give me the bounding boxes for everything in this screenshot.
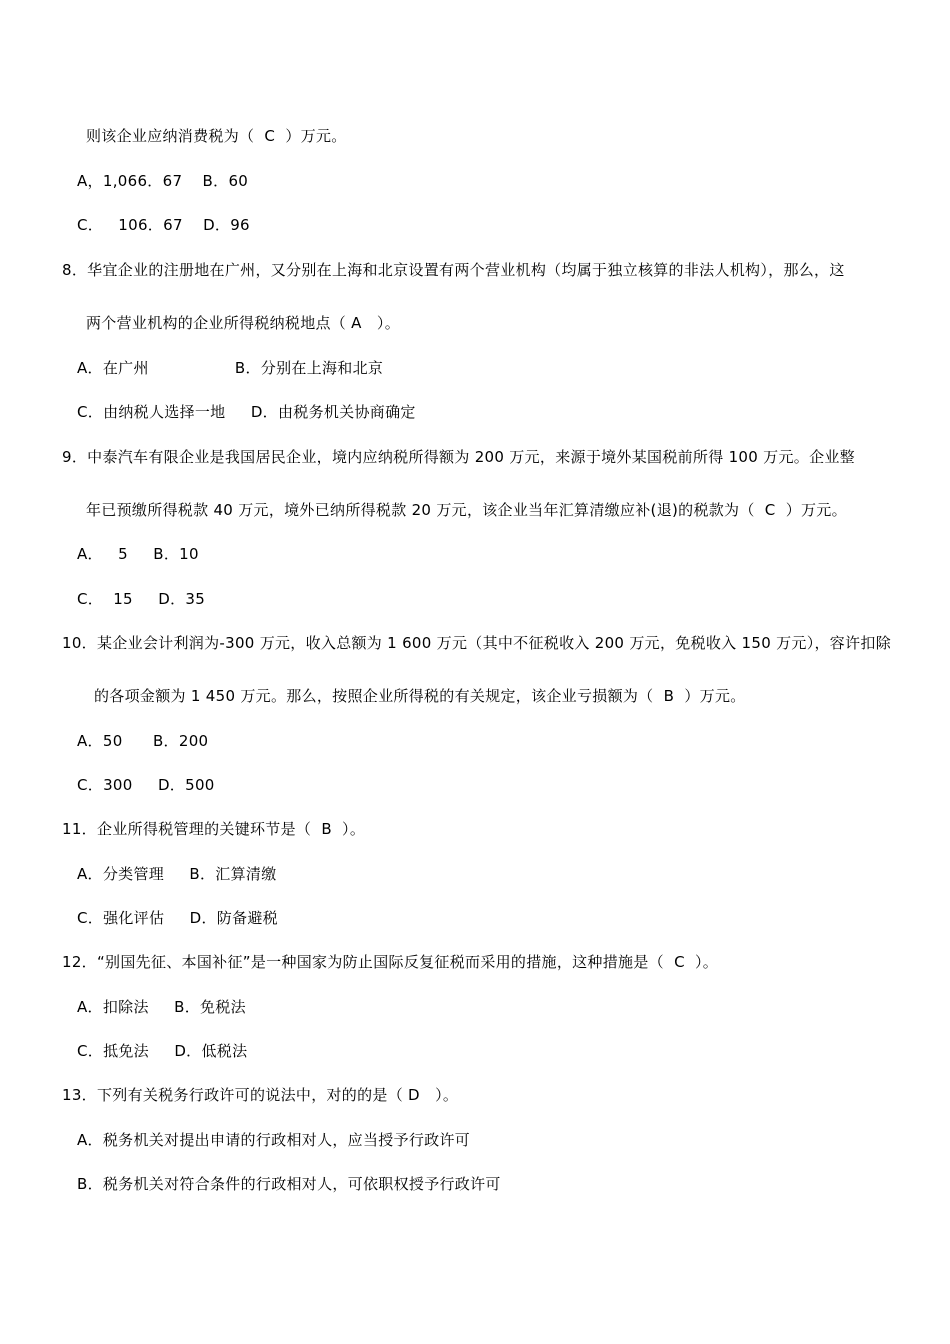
- q8-stem-line1: 8．华宜企业的注册地在广州，又分别在上海和北京设置有两个营业机构（均属于独立核算的非法人机构），那么，这: [62, 261, 845, 279]
- q7-options-ab: A，1,066．67 B．60: [77, 172, 249, 190]
- q12-stem: 12．“别国先征、本国补征”是一种国家为防止国际反复征税而采用的措施，这种措施是（ C ）。: [62, 953, 719, 971]
- q13-option-b: B．税务机关对符合条件的行政相对人，可依职权授予行政许可: [77, 1175, 501, 1193]
- q11-options-cd: C．强化评估 D．防备避税: [77, 909, 278, 927]
- q10-options-cd: C．300 D．500: [77, 776, 215, 794]
- q11-stem: 11．企业所得税管理的关键环节是（ B ）。: [62, 820, 366, 838]
- q11-options-ab: A．分类管理 B．汇算清缴: [77, 865, 277, 883]
- q9-stem-line1: 9．中泰汽车有限企业是我国居民企业，境内应纳税所得额为 200 万元，来源于境外某国税前所得 100 万元。企业整: [62, 448, 855, 466]
- q12-options-ab: A．扣除法 B．免税法: [77, 998, 246, 1016]
- q8-stem-line2: 两个营业机构的企业所得税纳税地点（ A ）。: [86, 314, 401, 332]
- q7-options-cd: C． 106．67 D．96: [77, 216, 250, 234]
- q9-options-cd: C． 15 D．35: [77, 590, 206, 608]
- q7-stem-tail: 则该企业应纳消费税为（ C ）万元。: [86, 127, 347, 145]
- q8-options-ab: A．在广州 B．分别在上海和北京: [77, 359, 384, 377]
- q8-options-cd: C．由纳税人选择一地 D．由税务机关协商确定: [77, 403, 416, 421]
- q12-options-cd: C．抵免法 D．低税法: [77, 1042, 248, 1060]
- q10-options-ab: A．50 B．200: [77, 732, 209, 750]
- q9-options-ab: A． 5 B．10: [77, 545, 199, 563]
- q9-stem-line2: 年已预缴所得税款 40 万元，境外已纳所得税款 20 万元，该企业当年汇算清缴应补(退)的税款为（ C ）万元。: [86, 501, 847, 519]
- q10-stem-line2: 的各项金额为 1 450 万元。那么，按照企业所得税的有关规定，该企业亏损额为（ B ）万元。: [94, 687, 746, 705]
- q13-option-a: A．税务机关对提出申请的行政相对人，应当授予行政许可: [77, 1131, 471, 1149]
- q13-stem: 13．下列有关税务行政许可的说法中，对的的是（ D ）。: [62, 1086, 459, 1104]
- q10-stem-line1: 10．某企业会计利润为-300 万元，收入总额为 1 600 万元（其中不征税收入 200 万元，免税收入 150 万元），容许扣除: [62, 634, 892, 652]
